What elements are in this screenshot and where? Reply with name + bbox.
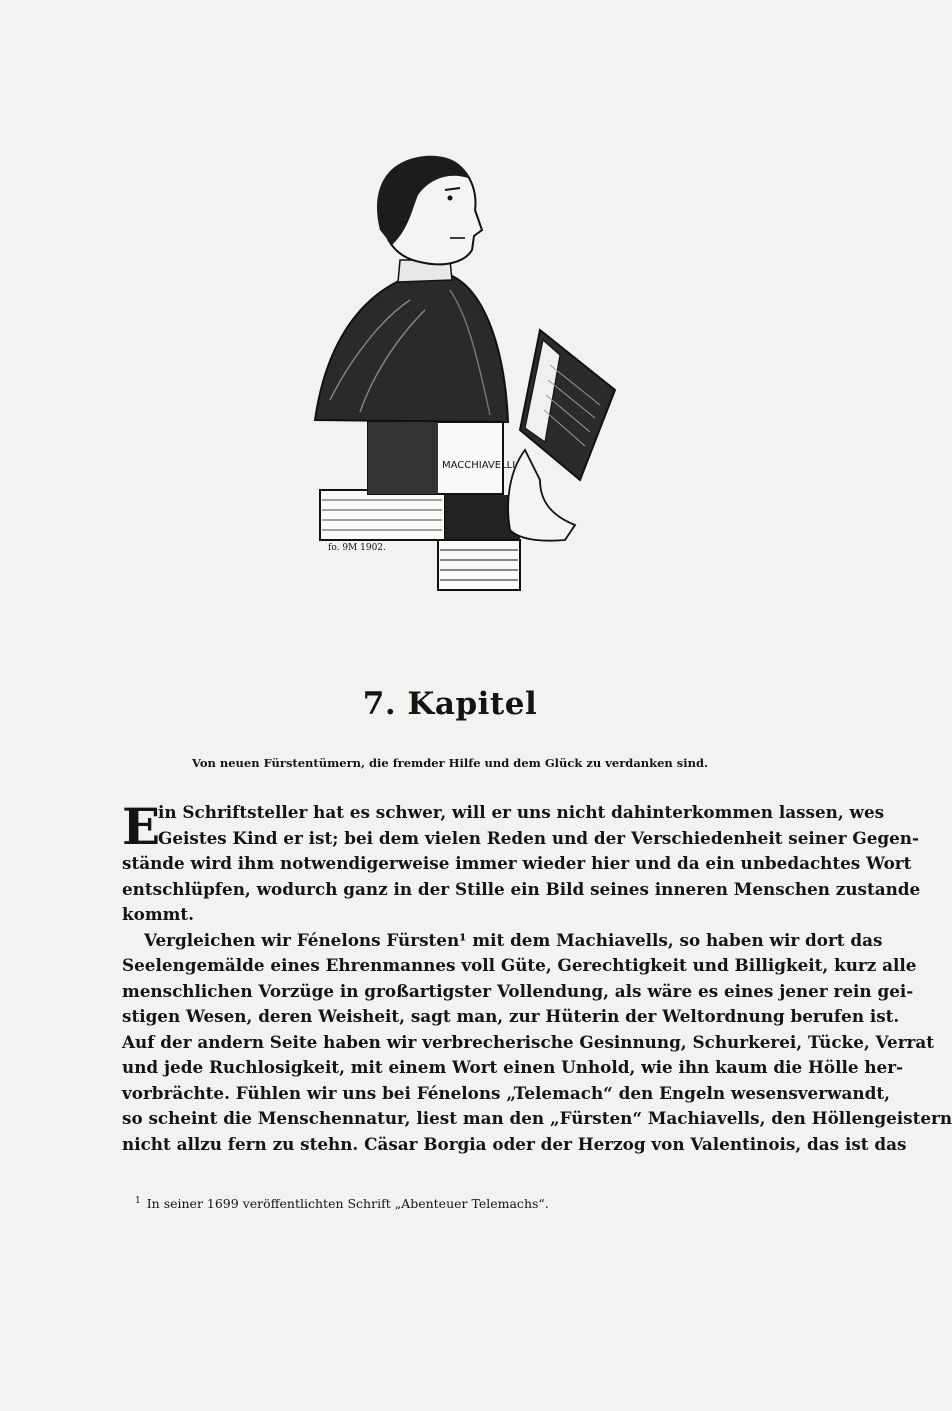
text-line: Auf der andern Seite haben wir verbrecherische Gesinnung, Schurkerei, Tücke, Verrat [122,1031,935,1052]
text-line: Geistes Kind er ist; bei dem vielen Reden und der Verschiedenheit seiner Gegen- [158,827,919,848]
plaque-label: MACCHIAVELLI [442,460,516,471]
chapter-title: 7. Kapitel [362,686,538,722]
text-line: und jede Ruchlosigkeit, mit einem Wort einen Unhold, wie ihn kaum die Hölle her- [122,1057,904,1077]
machiavelli-bust-illustration [300,150,630,595]
footnote [135,1196,775,1211]
text-line: menschlichen Vorzüge in großartigster Vollendung, als wäre es eines jener rein gei- [122,980,914,1001]
artist-signature: fo. 9M 1902. [328,543,386,553]
text-line: Vergleichen wir Fénelons Fürsten¹ mit dem Machiavells, so haben wir dort das [144,929,883,950]
text-line: vorbrächte. Fühlen wir uns bei Fénelons „Telemach“ den Engeln wesensverwandt, [122,1082,890,1103]
footnote-marker: 1 [135,1196,141,1206]
footnote-text: In seiner 1699 veröffentlichten Schrift „Abenteuer Telemachs“. [146,1196,549,1212]
chapter-body [122,797,952,1157]
text-line: stigen Wesen, deren Weisheit, sagt man, zur Hüterin der Weltordnung berufen ist. [122,1006,900,1026]
text-line: so scheint die Menschennatur, liest man den „Fürsten“ Machiavells, den Höllengeistern [122,1108,952,1128]
text-line: Seelengemälde eines Ehrenmannes voll Güte, Gerechtigkeit und Billigkeit, kurz alle [122,955,917,975]
text-line: nicht allzu fern zu stehn. Cäsar Borgia oder der Herzog von Valentinois, das ist das [122,1133,907,1154]
text-line-content: in Schriftsteller hat es schwer, will er uns nicht dahinterkommen lassen, wes [158,802,885,822]
text-line: entschlüpfen, wodurch ganz in der Stille ein Bild seines inneren Menschen zustande [122,878,921,899]
chapter-subtitle: Von neuen Fürstentümern, die fremder Hilfe und dem Glück zu verdanken sind. [191,756,709,770]
drop-cap-letter: E [122,797,161,856]
text-line: stände wird ihm notwendigerweise immer wieder hier und da ein unbedachtes Wort [122,853,912,873]
text-line: kommt. [122,904,194,924]
